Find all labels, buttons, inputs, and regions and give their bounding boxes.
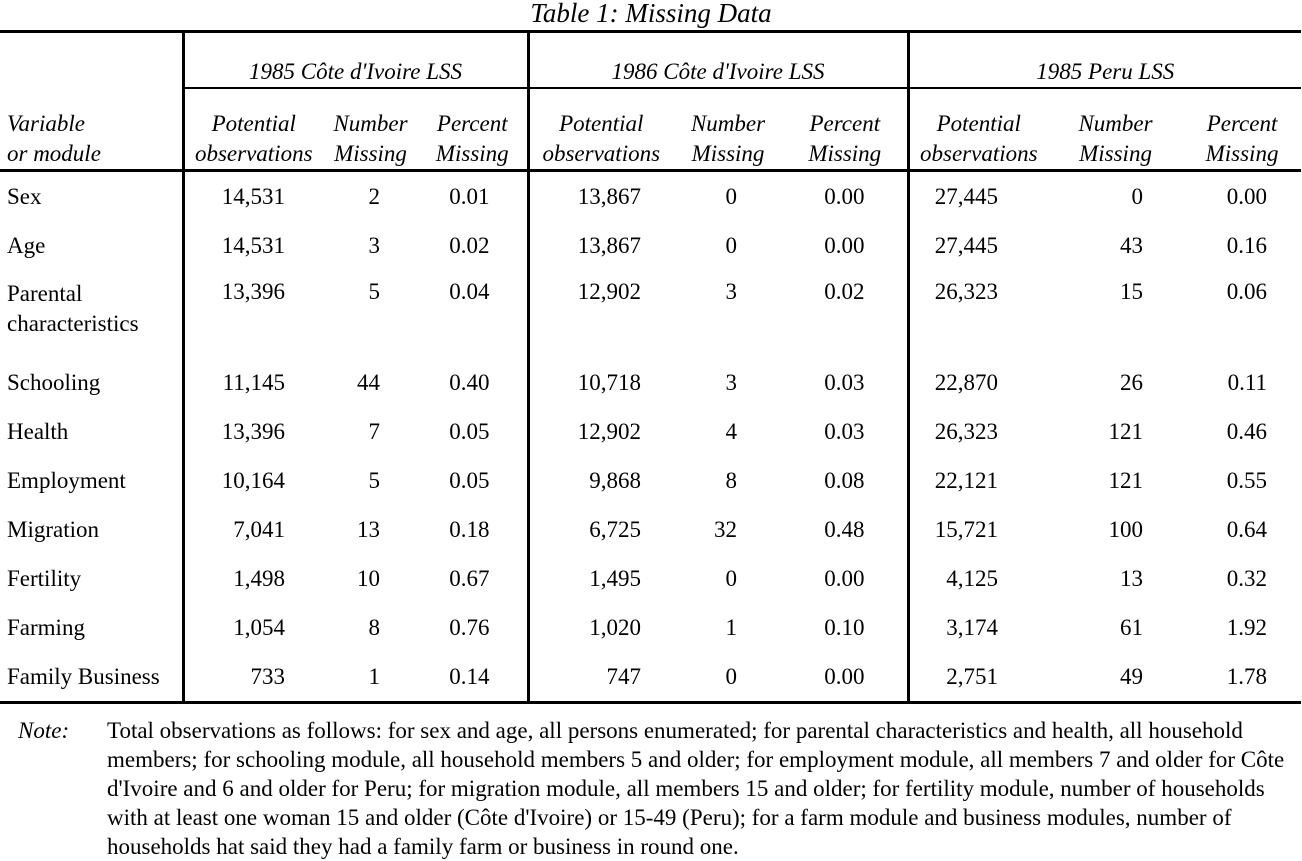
- table-cell: 0.32: [1226, 565, 1268, 591]
- column-header-line2: Missing: [808, 141, 882, 166]
- table-cell: 1.92: [1226, 614, 1268, 640]
- table-cell: 27,445: [908, 221, 1048, 270]
- table-cell: 12,902: [528, 270, 673, 358]
- table-row: [0, 358, 1301, 407]
- row-label: [0, 554, 183, 603]
- column-header: [183, 88, 323, 171]
- table-row: [0, 171, 1301, 222]
- table-cell: 100: [1108, 516, 1144, 542]
- row-label: [0, 652, 183, 703]
- table-row: [0, 505, 1301, 554]
- table-cell: 10: [357, 565, 380, 591]
- table-cell: 14,531: [183, 171, 323, 222]
- table-cell: 26: [1120, 369, 1144, 395]
- column-header-line2: Missing: [1205, 141, 1279, 166]
- table-cell: 1: [725, 614, 738, 640]
- table-cell: 0.05: [449, 467, 490, 493]
- row-label-line1: Age: [7, 232, 46, 258]
- row-label-line1: Health: [7, 418, 69, 444]
- table-cell: 0.11: [1227, 369, 1268, 395]
- row-label-line1: Fertility: [7, 565, 82, 591]
- row-label-line1: Migration: [7, 516, 99, 542]
- column-header: [418, 88, 528, 171]
- table-row: [0, 554, 1301, 603]
- table-cell: 9,868: [528, 456, 673, 505]
- table-cell: 4,125: [908, 554, 1048, 603]
- table-cell: 13,867: [528, 221, 673, 270]
- table-cell: 1,054: [183, 603, 323, 652]
- row-label-line1: Sex: [7, 183, 42, 209]
- table-row: [0, 270, 1301, 358]
- column-header-line1: Percent: [809, 111, 881, 136]
- row-label-line1: Parental: [7, 281, 83, 306]
- table-cell: 15,721: [908, 505, 1048, 554]
- row-label-line1: Farming: [7, 614, 85, 640]
- table-cell: 0.00: [824, 232, 865, 258]
- table-row: [0, 456, 1301, 505]
- table-cell: 0.02: [449, 232, 490, 258]
- table-cell: 0: [1131, 183, 1144, 209]
- table-cell: 27,445: [908, 171, 1048, 222]
- row-label: [0, 456, 183, 505]
- table-cell: 15: [1120, 279, 1144, 304]
- table-cell: 7,041: [183, 505, 323, 554]
- table-cell: 0.00: [783, 652, 908, 703]
- table-cell: 0: [725, 565, 738, 591]
- column-header: [908, 88, 1048, 171]
- table-cell: 0.48: [824, 516, 865, 542]
- column-header-line1: Number: [690, 111, 766, 136]
- table-cell: 61: [1120, 614, 1144, 640]
- table-cell: 49: [1048, 652, 1183, 703]
- table-cell: 7: [368, 418, 380, 444]
- table-cell: 1,020: [528, 603, 673, 652]
- row-label: [0, 171, 183, 222]
- table-cell: 13: [357, 516, 380, 542]
- table-cell: 13,396: [183, 270, 323, 358]
- table-cell: 0: [673, 652, 783, 703]
- table-cell: 1: [323, 652, 418, 703]
- table-cell: 0.01: [449, 183, 490, 209]
- table-cell: 0.64: [1226, 516, 1268, 542]
- row-label: [0, 407, 183, 456]
- row-label-line1: Schooling: [7, 369, 101, 395]
- table-cell: 12,902: [528, 407, 673, 456]
- table-note: [18, 716, 1300, 861]
- table-row: [0, 221, 1301, 270]
- column-header: [1048, 88, 1183, 171]
- table-cell: 3,174: [908, 603, 1048, 652]
- table-cell: 0.76: [449, 614, 490, 640]
- table-cell: 8: [368, 614, 380, 640]
- column-header-line1: Number: [1078, 111, 1153, 136]
- table-cell: 733: [183, 652, 323, 703]
- row-label-line1: Family Business: [7, 663, 160, 689]
- table-cell: 5: [368, 467, 380, 493]
- table-cell: 0.00: [824, 565, 865, 591]
- row-label: [0, 358, 183, 407]
- table-cell: 0.40: [449, 369, 490, 395]
- column-header: [783, 88, 908, 171]
- column-header-row: [0, 88, 1301, 171]
- table-cell: 0.18: [449, 516, 490, 542]
- row-label: [0, 603, 183, 652]
- column-header-line1: Potential: [559, 111, 644, 136]
- column-header-line1: Potential: [936, 111, 1021, 136]
- corner-cell: [0, 32, 183, 89]
- column-header-line1: Number: [333, 111, 408, 136]
- table-cell: 2,751: [908, 652, 1048, 703]
- column-header: [1183, 88, 1301, 171]
- missing-data-table: [0, 30, 1301, 704]
- row-label: [0, 505, 183, 554]
- row-label-line2: characteristics: [7, 311, 139, 336]
- table-cell: 32: [714, 516, 738, 542]
- column-header-line2: Missing: [435, 141, 509, 166]
- table-cell: 14,531: [183, 221, 323, 270]
- group-header: 1985 Peru LSS: [908, 32, 1301, 89]
- table-row: [0, 652, 1301, 703]
- table-cell: 1,495: [528, 554, 673, 603]
- table-cell: 1.78: [1183, 652, 1301, 703]
- table-cell: 13,396: [183, 407, 323, 456]
- table-cell: 3: [368, 232, 380, 258]
- table-cell: 1,498: [183, 554, 323, 603]
- column-header-line1: Potential: [211, 111, 296, 136]
- group-header: 1986 Côte d'Ivoire LSS: [528, 32, 908, 89]
- row-header-line2: or module: [7, 141, 101, 166]
- column-header-line1: Percent: [436, 111, 508, 136]
- table-cell: 11,145: [183, 358, 323, 407]
- table-cell: 8: [725, 467, 738, 493]
- table-cell: 0.00: [1226, 183, 1268, 209]
- table-cell: 747: [528, 652, 673, 703]
- column-header-line2: Missing: [691, 141, 765, 166]
- column-header: [323, 88, 418, 171]
- table-cell: 0.08: [824, 467, 865, 493]
- table-cell: 13,867: [528, 171, 673, 222]
- column-header-line2: observations: [542, 141, 661, 166]
- note-text: Total observations as follows: for sex and age, all persons enumerated; for parental characteristics and health, all household members; for schooling module, all household members 5 and older; for employment module, all members 7 and older for Côte d'Ivoire and 6 and older for Peru; for migration module, all members 15 and older; for fertility module, number of households with at least one woman 15 and older (Côte d'Ivoire) or 15-49 (Peru); for a farm module and business modules, number of households hat said they had a family farm or business in round one.: [107, 718, 1285, 859]
- table-cell: 10,164: [183, 456, 323, 505]
- column-header: [673, 88, 783, 171]
- table-cell: 0.16: [1226, 232, 1268, 258]
- column-header-line2: Missing: [334, 141, 407, 166]
- table-cell: 0.10: [824, 614, 865, 640]
- table-cell: 4: [725, 418, 738, 444]
- table-cell: 0: [725, 183, 738, 209]
- table-cell: 0.03: [824, 369, 865, 395]
- table-cell: 0.05: [449, 418, 490, 444]
- table-title: Table 1: Missing Data: [530, 0, 772, 28]
- table-cell: 22,870: [908, 358, 1048, 407]
- table-cell: 13: [1120, 565, 1144, 591]
- table-cell: 2: [368, 183, 380, 209]
- table-cell: 5: [368, 279, 380, 304]
- column-header-line2: Missing: [1079, 141, 1152, 166]
- table-cell: 3: [725, 369, 738, 395]
- row-label: [0, 270, 183, 358]
- column-header-line2: observations: [920, 141, 1038, 166]
- column-header: [528, 88, 673, 171]
- row-header-line1: Variable: [7, 111, 85, 136]
- group-header: 1985 Côte d'Ivoire LSS: [183, 32, 528, 89]
- table-cell: 0.02: [824, 279, 865, 304]
- table-cell: 0.46: [1226, 418, 1268, 444]
- table-cell: 22,121: [908, 456, 1048, 505]
- table-cell: 0.14: [418, 652, 528, 703]
- table-cell: 0.04: [449, 279, 490, 304]
- note-label: Note:: [18, 718, 70, 743]
- column-header-line1: Percent: [1206, 111, 1278, 136]
- table-cell: 26,323: [908, 407, 1048, 456]
- table-cell: 0.03: [824, 418, 865, 444]
- table-cell: 0.00: [824, 183, 865, 209]
- row-label: [0, 221, 183, 270]
- table-cell: 0.06: [1226, 279, 1268, 304]
- row-label-line1: Employment: [7, 467, 126, 493]
- table-cell: 10,718: [528, 358, 673, 407]
- table-cell: 121: [1108, 467, 1144, 493]
- column-header-line2: observations: [194, 141, 313, 166]
- table-cell: 0.55: [1226, 467, 1268, 493]
- table-row: [0, 603, 1301, 652]
- table-cell: 43: [1120, 232, 1144, 258]
- row-header: [0, 88, 183, 171]
- table-cell: 0.67: [449, 565, 490, 591]
- table-row: [0, 407, 1301, 456]
- table-cell: 6,725: [528, 505, 673, 554]
- table-cell: 0: [725, 232, 738, 258]
- table-cell: 44: [357, 369, 380, 395]
- table-cell: 3: [725, 279, 738, 304]
- table-cell: 121: [1108, 418, 1144, 444]
- table-cell: 26,323: [908, 270, 1048, 358]
